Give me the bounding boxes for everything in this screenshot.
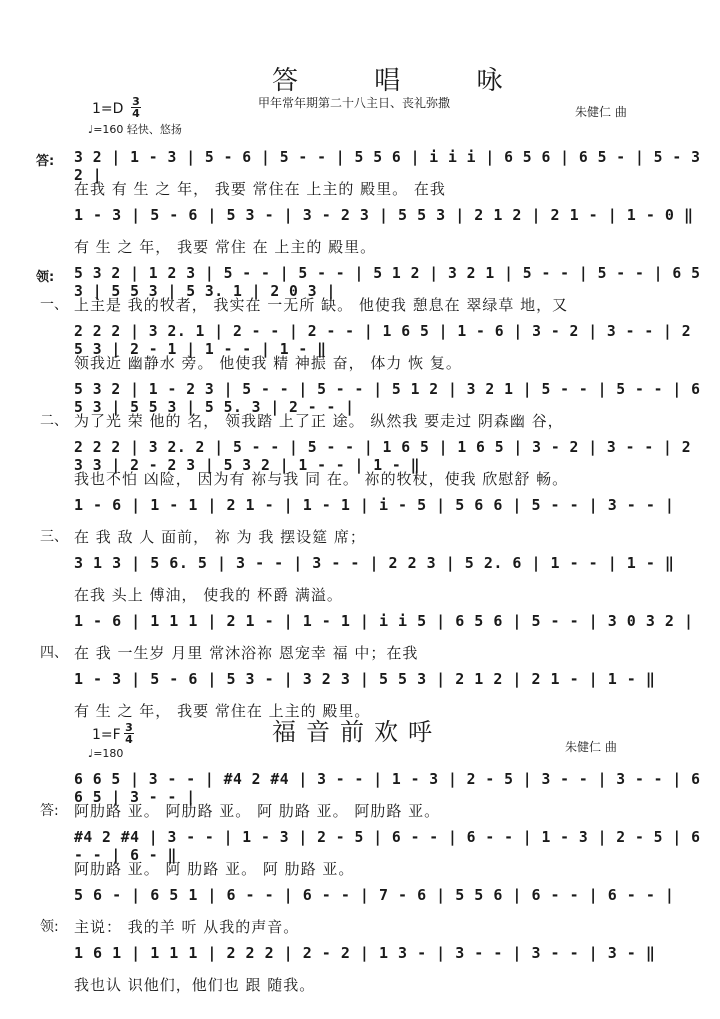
jianpu-notes: 5 6 - | 6 5 1 | 6 - - | 6 - - | 7 - 6 | 5 5 6 | 6 - - | 6 - - | [74, 886, 675, 904]
lyric-line [0, 584, 720, 606]
lyric-text: 在 我 一生岁 月里 常沐浴祢 恩宠幸 福 中；在我 [74, 644, 419, 662]
jianpu-notes: 3 1 3 | 5 6. 5 | 3 - - | 3 - - | 2 2 3 | 5 2. 6 | 1 - - | 1 - ‖ [74, 554, 675, 572]
time-numerator: 3 [125, 721, 133, 734]
lyric-text: 在我 有 生 之 年， 我要 常住在 上主的 殿里。 在我 [74, 180, 446, 198]
hymn1-composer: 朱健仁 曲 [575, 105, 627, 119]
notation-line [0, 264, 720, 300]
notation-line [0, 944, 720, 968]
lyric-text: 我也认 识他们，他们也 跟 随我。 [74, 976, 316, 994]
hymn1-key: 1=D [92, 101, 124, 117]
notation-line [0, 770, 720, 806]
jianpu-notes: #4 2 #4 | 3 - - | 1 - 3 | 2 - 5 | 6 - - | 6 - - | 1 - 3 | 2 - 5 | 6 - - | 6 - ‖ [74, 828, 701, 864]
hymn1-time-signature [131, 96, 141, 119]
jianpu-notes: 1 - 6 | 1 1 1 | 2 1 - | 1 - 1 | i i 5 | 6 5 6 | 5 - - | 3 0 3 2 | [74, 612, 694, 630]
notation-line [0, 438, 720, 474]
notation-line [0, 380, 720, 416]
hymn2-key: 1=F [92, 727, 121, 743]
notation-line [0, 886, 720, 910]
lyric-text: 我也不怕 凶险， 因为有 祢与我 同 在。 祢的牧杖，使我 欣慰舒 畅。 [74, 470, 569, 488]
verse-label: 二、 [40, 413, 68, 429]
lyric-text: 在我 头上 傅油， 使我的 杯爵 满溢。 [74, 586, 343, 604]
lyric-text: 阿肋路 亚。 阿 肋路 亚。 阿 肋路 亚。 [74, 860, 355, 878]
lyric-line [0, 352, 720, 374]
lyric-text: 在 我 敌 人 面前， 祢 为 我 摆设筵 席； [74, 528, 366, 546]
notation-line [0, 828, 720, 864]
jianpu-notes: 5 3 2 | 1 2 3 | 5 - - | 5 - - | 5 1 2 | 3 2 1 | 5 - - | 5 - - | 6 5 3 | 5 5 3 | 5 3. 1 | 2 0 3 | [74, 264, 701, 300]
jianpu-notes: 5 3 2 | 1 - 2 3 | 5 - - | 5 - - | 5 1 2 | 3 2 1 | 5 - - | 5 - - | 6 5 3 | 5 5 3 | 5 5. 3 | 2 - - | [74, 380, 701, 416]
part-label: 领: [36, 270, 55, 285]
jianpu-notes: 6 6 5 | 3 - - | #4 2 #4 | 3 - - | 1 - 3 | 2 - 5 | 3 - - | 3 - - | 6 6 5 | 3 - - | [74, 770, 701, 806]
lyric-line [0, 800, 720, 822]
hymn2-tempo: ♩=180 [88, 747, 124, 760]
lyric-text: 有 生 之 年， 我要 常住在 上主的 殿里。 [74, 702, 371, 720]
hymn2-time-signature [124, 722, 134, 745]
lyric-text: 主说： 我的羊 听 从我的声音。 [74, 918, 300, 936]
time-denominator: 4 [125, 733, 133, 746]
lyric-line [0, 468, 720, 490]
verse-label: 三、 [40, 529, 68, 545]
lyric-text: 上主是 我的牧者， 我实在 一无所 缺。 他使我 憩息在 翠绿草 地，又 [74, 296, 569, 314]
notation-line [0, 670, 720, 694]
jianpu-notes: 3 2 | 1 - 3 | 5 - 6 | 5 - - | 5 5 6 | i i i | 6 5 6 | 6 5 - | 5 - 3 2 | [74, 148, 701, 184]
part-label: 答: [36, 154, 55, 169]
lyric-line [0, 236, 720, 258]
time-denominator: 4 [132, 107, 140, 120]
jianpu-notes: 1 - 3 | 5 - 6 | 5 3 - | 3 - 2 3 | 5 5 3 | 2 1 2 | 2 1 - | 1 - 0 ‖ [74, 206, 694, 224]
hymn2-title: 福音前欢呼 [272, 718, 442, 746]
notation-line [0, 496, 720, 520]
notation-line [0, 322, 720, 358]
notation-line [0, 148, 720, 184]
hymn1-tempo: ♩=160 轻快、悠扬 [88, 123, 182, 136]
lyric-line [0, 294, 720, 316]
lyric-text: 领我近 幽静水 旁。 他使我 精 神振 奋， 体力 恢 复。 [74, 354, 462, 372]
verse-label: 答: [40, 803, 59, 819]
lyric-text: 为了光 荣 他的 名， 领我踏 上了正 途。 纵然我 要走过 阴森幽 谷， [74, 412, 564, 430]
jianpu-notes: 1 - 3 | 5 - 6 | 5 3 - | 3 2 3 | 5 5 3 | 2 1 2 | 2 1 - | 1 - ‖ [74, 670, 656, 688]
notation-line [0, 612, 720, 636]
lyric-line [0, 916, 720, 938]
verse-label: 四、 [40, 645, 68, 661]
jianpu-notes: 1 - 6 | 1 - 1 | 2 1 - | 1 - 1 | i - 5 | 5 6 6 | 5 - - | 3 - - | [74, 496, 675, 514]
hymn1-subtitle: 甲年常年期第二十八主日、丧礼弥撒 [258, 96, 451, 110]
lyric-line [0, 974, 720, 996]
jianpu-notes: 2 2 2 | 3 2. 2 | 5 - - | 5 - - | 1 6 5 | 1 6 5 | 3 - 2 | 3 - - | 2 3 3 | 2 - 2 3 | 5 3 2 | 1 - - | 1 - ‖ [74, 438, 692, 474]
notation-line [0, 554, 720, 578]
lyric-line [0, 642, 720, 664]
notation-line [0, 206, 720, 230]
hymn1-title: 答 唱 咏 [272, 66, 537, 96]
verse-label: 领: [40, 919, 59, 935]
lyric-text: 有 生 之 年， 我要 常住 在 上主的 殿里。 [74, 238, 377, 256]
lyric-line [0, 178, 720, 200]
hymn2-composer: 朱健仁 曲 [565, 740, 617, 754]
lyric-text: 阿肋路 亚。 阿肋路 亚。 阿 肋路 亚。 阿肋路 亚。 [74, 802, 441, 820]
jianpu-notes: 2 2 2 | 3 2. 1 | 2 - - | 2 - - | 1 6 5 | 1 - 6 | 3 - 2 | 3 - - | 2 5 3 | 2 - 1 | 1 - - | 1 - ‖ [74, 322, 692, 358]
lyric-line [0, 858, 720, 880]
jianpu-notes: 1 6 1 | 1 1 1 | 2 2 2 | 2 - 2 | 1 3 - | 3 - - | 3 - - | 3 - ‖ [74, 944, 656, 962]
lyric-line [0, 410, 720, 432]
verse-label: 一、 [40, 297, 68, 313]
lyric-line [0, 526, 720, 548]
time-numerator: 3 [132, 95, 140, 108]
